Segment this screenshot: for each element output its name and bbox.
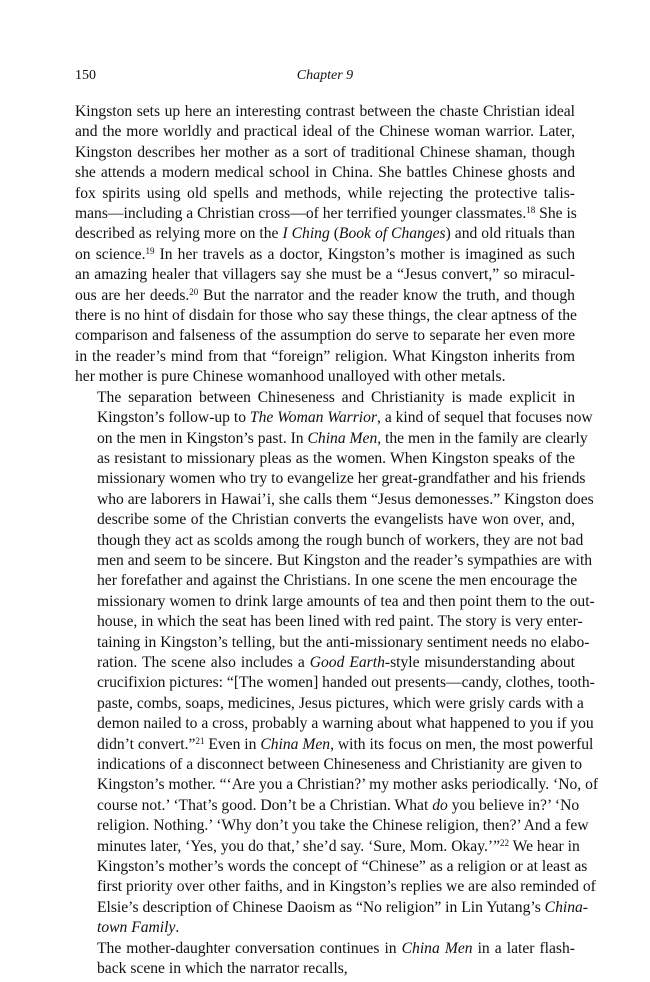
text-run: Kingston’s mother. “‘Are you a Christian?’ my mother asks periodically. ‘No, of: [97, 776, 599, 794]
text-run: in the reader’s mind from that “foreign” religion. What Kingston inherits from: [75, 347, 575, 365]
text-run: Kingston describes her mother as a sort of traditional Chinese shaman, though: [75, 143, 575, 161]
text-run: first priority over other faiths, and in Kingston’s replies we are also reminded of: [97, 878, 596, 896]
page-header: [75, 68, 575, 88]
text-line: [75, 326, 575, 346]
text-line: [75, 694, 584, 714]
text-run: as resistant to missionary pleas as the women. When Kingston speaks of the: [97, 449, 575, 467]
text-run: describe some of the Christian converts the evangelists have won over, and,: [97, 511, 575, 529]
text-line: [75, 816, 589, 836]
italic-title: Book of Changes: [338, 225, 446, 243]
text-line: [75, 184, 575, 204]
text-run: ) and old rituals than: [445, 225, 575, 243]
text-run: We hear in: [509, 837, 580, 855]
italic-title: town Family: [97, 919, 176, 937]
text-run: her mother is pure Chinese womanhood unalloyed with other metals.: [75, 368, 506, 386]
text-run: an amazing healer that villagers say she must be a “Jesus convert,” so miracul-: [75, 266, 575, 284]
text-run: described as relying more on the: [75, 225, 283, 243]
text-line: [75, 592, 595, 612]
text-run: you believe in?’ ‘No: [447, 796, 580, 814]
text-run: , the men in the family are clearly: [377, 429, 588, 447]
text-line: [75, 449, 575, 469]
text-run: (: [329, 225, 339, 243]
text-run: paste, combs, soaps, medicines, Jesus pictures, which were grisly cards with a: [97, 694, 584, 712]
text-run: Elsie’s description of Chinese Daoism as “No religion” in Lin Yutang’s: [97, 898, 545, 916]
text-line: [75, 714, 594, 734]
text-line: [75, 265, 575, 285]
text-line: [75, 551, 593, 571]
text-run: her forefather and against the Christians. In one scene the men encourage the: [97, 572, 578, 590]
text-line: [75, 490, 594, 510]
text-run: missionary women to drink large amounts of tea and then point them to the out-: [97, 592, 595, 610]
text-line: [75, 653, 575, 673]
text-run: and the more worldly and practical ideal of the Chinese woman warrior. Later,: [75, 123, 575, 141]
text-line: [75, 245, 575, 265]
text-line: [75, 531, 584, 551]
text-line: [75, 286, 575, 306]
text-run: crucifixion pictures: “[The women] handed out presents—candy, clothes, tooth-: [97, 674, 595, 692]
text-run: Kingston sets up here an interesting contrast between the chaste Christian ideal: [75, 103, 575, 120]
footnote-ref: 19: [145, 245, 155, 256]
text-run: indications of a disconnect between Chineseness and Christianity are given to: [97, 756, 583, 773]
text-line: [75, 673, 595, 693]
footnote-ref: 21: [195, 735, 205, 746]
text-line: [75, 755, 583, 775]
text-run: mans—including a Christian cross—of her terrified younger classmates.: [75, 205, 527, 223]
text-run: there is no hint of disdain for those who say these things, the clear aptness of the: [75, 307, 577, 325]
italic-title: China-: [544, 898, 588, 916]
text-run: house, in which the seat has been lined with red paint. The story is very enter-: [97, 613, 583, 631]
footnote-ref: 20: [189, 286, 199, 297]
footnote-ref: 18: [526, 205, 536, 216]
text-run: religion. Nothing.’ ‘Why don’t you take the Chinese religion, then?’ And a few: [97, 817, 589, 835]
text-run: Kingston’s mother’s words the concept of “Chinese” as a religion or at least as: [97, 858, 588, 876]
text-line: [75, 775, 599, 795]
text-run: in a later flash-: [472, 939, 575, 957]
text-line: [75, 306, 575, 326]
text-run: men and seem to be sincere. But Kingston and the reader’s sympathies are with: [97, 551, 593, 569]
italic-title: Good Earth: [309, 653, 385, 671]
text-line: [75, 163, 575, 183]
text-run: minutes later, ‘Yes, you do that,’ she’d say. ‘Sure, Mom. Okay.’”: [97, 837, 501, 855]
footnote-ref: 22: [500, 837, 510, 848]
text-run: Kingston’s follow-up to: [97, 409, 250, 427]
text-line: [75, 469, 586, 489]
text-line: [75, 939, 575, 959]
text-line: [75, 224, 575, 244]
text-line: [75, 612, 583, 632]
text-run: , with its focus on men, the most powerful: [330, 735, 594, 753]
text-run: But the narrator and the reader know the truth, and though: [198, 286, 575, 304]
text-run: on the men in Kingston’s past. In: [97, 429, 308, 447]
text-run: fox spirits using old spells and methods, while rejecting the protective talis-: [75, 184, 575, 202]
text-run: -style misunderstanding about: [384, 653, 575, 671]
text-line: [75, 143, 575, 163]
running-head: Chapter 9: [296, 68, 354, 83]
text-run: In her travels as a doctor, Kingston’s mother is imagined as such: [154, 245, 575, 263]
text-run: taining in Kingston’s telling, but the anti-missionary sentiment needs no elabo-: [97, 633, 590, 651]
text-line: [75, 796, 580, 816]
text-run: , a kind of sequel that focuses now: [377, 409, 593, 427]
text-run: who are laborers in Hawai’i, she calls them “Jesus demonesses.” Kingston does: [97, 490, 594, 508]
italic-title: The Woman Warrior: [249, 409, 378, 427]
text-line: [75, 347, 575, 367]
text-run: course not.’ ‘That’s good. Don’t be a Christian. What: [97, 796, 433, 814]
text-line: [75, 633, 590, 653]
paragraph-1: [75, 102, 575, 388]
text-line: [75, 510, 575, 530]
text-run: .: [175, 919, 180, 937]
page-number: 150: [75, 68, 96, 83]
text-run: on science.: [75, 245, 146, 263]
text-run: demon nailed to a cross, probably a warning about what happened to you if you: [97, 715, 594, 733]
text-run: The mother-daughter conversation continues in: [97, 939, 402, 957]
text-line: [75, 898, 588, 918]
italic-title: do: [432, 796, 448, 814]
text-run: The separation between Chineseness and Christianity is made explicit in: [97, 388, 575, 406]
text-line: [75, 837, 580, 857]
text-line: [75, 857, 588, 877]
text-run: She is: [535, 205, 577, 223]
text-line: [75, 367, 575, 387]
text-run: ous are her deeds.: [75, 286, 190, 304]
text-run: missionary women who try to evangelize her great-grandfather and his friends: [97, 470, 586, 488]
paragraph-2: [75, 388, 599, 939]
text-run: she attends a modern medical school in China. She battles Chinese ghosts and: [75, 164, 575, 182]
paragraph-3: [75, 939, 575, 980]
text-run: Even in: [204, 735, 261, 753]
text-line: [75, 204, 575, 224]
text-run: didn’t convert.”: [97, 735, 196, 753]
text-line: [75, 429, 588, 449]
text-run: comparison and falseness of the assumption do serve to separate her even more: [75, 327, 575, 345]
text-run: ration. The scene also includes a: [97, 653, 310, 671]
text-line: [75, 959, 575, 979]
body-text: [75, 102, 599, 979]
italic-title: China Men: [307, 429, 378, 447]
italic-title: I Ching: [282, 225, 330, 243]
text-line: [75, 388, 575, 408]
italic-title: China Men: [260, 735, 331, 753]
text-line: [75, 408, 593, 428]
text-line: [75, 918, 575, 938]
text-run: though they act as scolds among the rough bunch of workers, they are not bad: [97, 531, 584, 549]
text-line: [75, 735, 594, 755]
text-run: back scene in which the narrator recalls,: [97, 960, 348, 978]
text-line: [75, 571, 578, 591]
text-line: [75, 102, 575, 122]
italic-title: China Men: [401, 939, 473, 957]
text-line: [75, 877, 596, 897]
text-line: [75, 122, 575, 142]
